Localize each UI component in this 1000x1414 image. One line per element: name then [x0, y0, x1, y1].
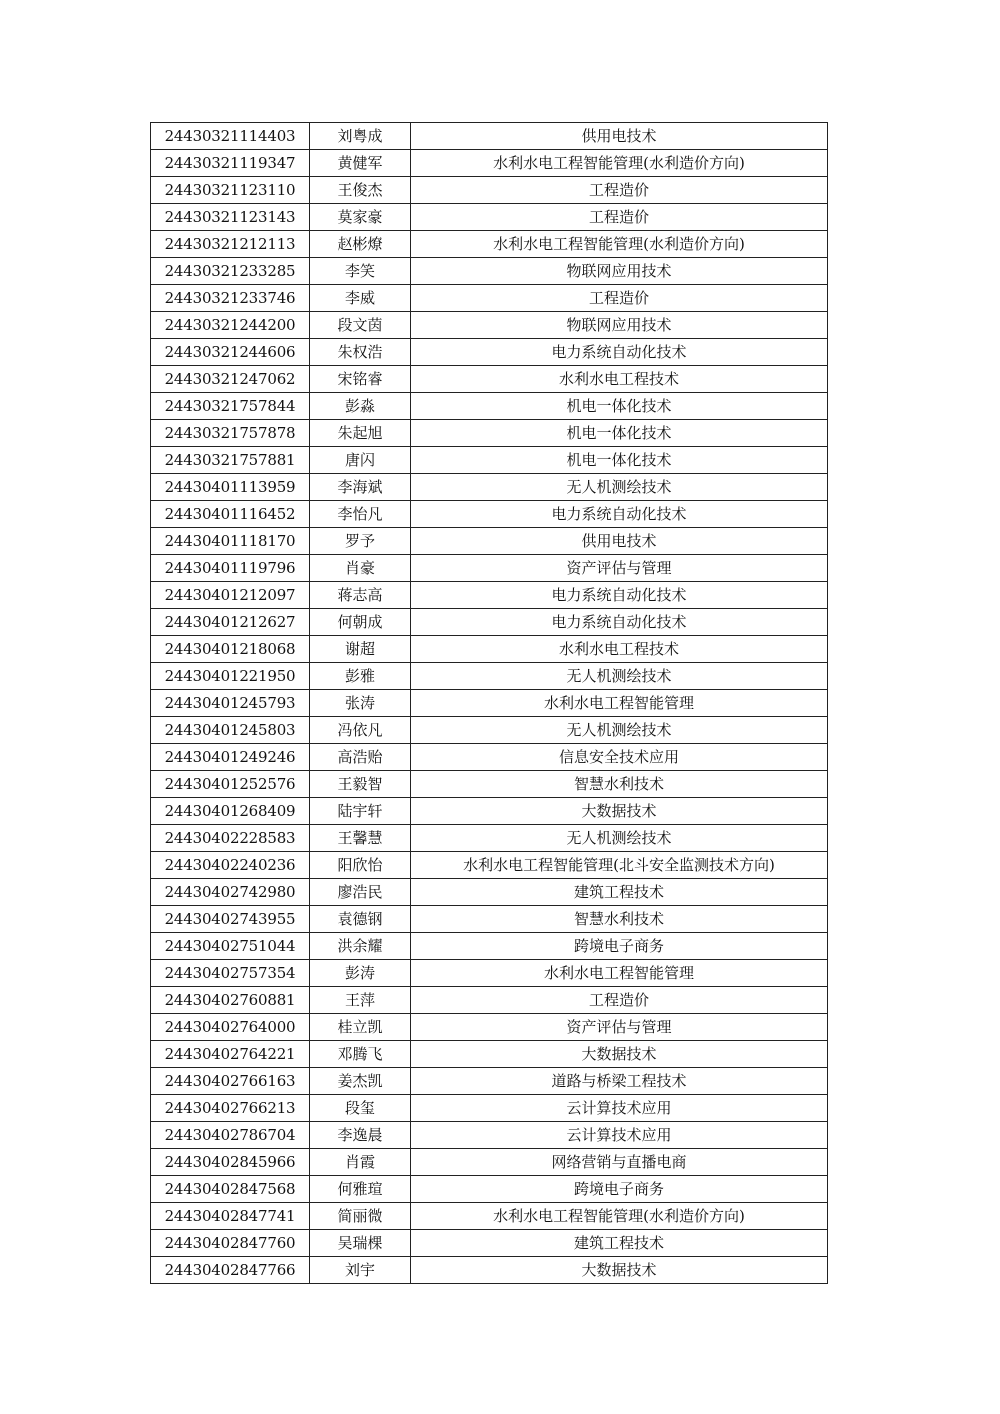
- student-roster-table: [150, 122, 828, 1284]
- table-row: [151, 1257, 828, 1284]
- student-id-cell: 24430401118170: [151, 528, 310, 555]
- table-row: [151, 231, 828, 258]
- student-id-cell: 24430321244200: [151, 312, 310, 339]
- major-cell: 无人机测绘技术: [411, 663, 828, 690]
- major-cell: 供用电技术: [411, 528, 828, 555]
- table-row: [151, 285, 828, 312]
- student-name-cell: 王馨慧: [310, 825, 411, 852]
- major-cell: 水利水电工程智能管理(水利造价方向): [411, 150, 828, 177]
- table-row: [151, 420, 828, 447]
- student-id-cell: 24430321757878: [151, 420, 310, 447]
- student-name-cell: 袁德钢: [310, 906, 411, 933]
- major-cell: 资产评估与管理: [411, 1014, 828, 1041]
- student-name-cell: 洪余耀: [310, 933, 411, 960]
- major-cell: 水利水电工程智能管理(北斗安全监测技术方向): [411, 852, 828, 879]
- student-id-cell: 24430402845966: [151, 1149, 310, 1176]
- student-name-cell: 冯依凡: [310, 717, 411, 744]
- student-name-cell: 李逸晨: [310, 1122, 411, 1149]
- table-row: [151, 960, 828, 987]
- student-id-cell: 24430402743955: [151, 906, 310, 933]
- student-name-cell: 段玺: [310, 1095, 411, 1122]
- student-name-cell: 刘粤成: [310, 123, 411, 150]
- student-id-cell: 24430321233746: [151, 285, 310, 312]
- student-id-cell: 24430401252576: [151, 771, 310, 798]
- table-row: [151, 690, 828, 717]
- student-name-cell: 朱起旭: [310, 420, 411, 447]
- student-name-cell: 高浩贻: [310, 744, 411, 771]
- major-cell: 物联网应用技术: [411, 258, 828, 285]
- table-row: [151, 825, 828, 852]
- student-id-cell: 24430402757354: [151, 960, 310, 987]
- table-row: [151, 1176, 828, 1203]
- student-name-cell: 邓腾飞: [310, 1041, 411, 1068]
- table-row: [151, 717, 828, 744]
- table-row: [151, 177, 828, 204]
- table-row: [151, 933, 828, 960]
- student-id-cell: 24430401218068: [151, 636, 310, 663]
- major-cell: 大数据技术: [411, 798, 828, 825]
- student-id-cell: 24430321757881: [151, 447, 310, 474]
- student-name-cell: 姜杰凯: [310, 1068, 411, 1095]
- major-cell: 水利水电工程技术: [411, 366, 828, 393]
- table-row: [151, 339, 828, 366]
- student-name-cell: 王萍: [310, 987, 411, 1014]
- major-cell: 无人机测绘技术: [411, 717, 828, 744]
- table-row: [151, 1068, 828, 1095]
- table-row: [151, 744, 828, 771]
- student-name-cell: 李海斌: [310, 474, 411, 501]
- student-name-cell: 宋铭睿: [310, 366, 411, 393]
- table-row: [151, 582, 828, 609]
- major-cell: 跨境电子商务: [411, 933, 828, 960]
- table-row: [151, 663, 828, 690]
- major-cell: 电力系统自动化技术: [411, 339, 828, 366]
- major-cell: 机电一体化技术: [411, 420, 828, 447]
- major-cell: 云计算技术应用: [411, 1122, 828, 1149]
- table-row: [151, 501, 828, 528]
- table-row: [151, 636, 828, 663]
- major-cell: 工程造价: [411, 285, 828, 312]
- major-cell: 水利水电工程智能管理(水利造价方向): [411, 1203, 828, 1230]
- student-name-cell: 李威: [310, 285, 411, 312]
- student-id-cell: 24430402760881: [151, 987, 310, 1014]
- major-cell: 云计算技术应用: [411, 1095, 828, 1122]
- major-cell: 机电一体化技术: [411, 393, 828, 420]
- table-row: [151, 879, 828, 906]
- student-name-cell: 彭涛: [310, 960, 411, 987]
- student-name-cell: 李怡凡: [310, 501, 411, 528]
- student-id-cell: 24430402764000: [151, 1014, 310, 1041]
- table-row: [151, 474, 828, 501]
- table-row: [151, 1041, 828, 1068]
- table-row: [151, 150, 828, 177]
- table-row: [151, 447, 828, 474]
- major-cell: 无人机测绘技术: [411, 474, 828, 501]
- student-name-cell: 朱权浩: [310, 339, 411, 366]
- major-cell: 建筑工程技术: [411, 879, 828, 906]
- table-row: [151, 852, 828, 879]
- major-cell: 供用电技术: [411, 123, 828, 150]
- student-name-cell: 王俊杰: [310, 177, 411, 204]
- student-name-cell: 莫家豪: [310, 204, 411, 231]
- table-row: [151, 906, 828, 933]
- student-id-cell: 24430402847766: [151, 1257, 310, 1284]
- student-name-cell: 彭雅: [310, 663, 411, 690]
- table-row: [151, 987, 828, 1014]
- student-id-cell: 24430401119796: [151, 555, 310, 582]
- student-name-cell: 李笑: [310, 258, 411, 285]
- major-cell: 电力系统自动化技术: [411, 609, 828, 636]
- student-name-cell: 黄健军: [310, 150, 411, 177]
- student-id-cell: 24430321123143: [151, 204, 310, 231]
- major-cell: 无人机测绘技术: [411, 825, 828, 852]
- student-name-cell: 彭淼: [310, 393, 411, 420]
- student-name-cell: 蒋志高: [310, 582, 411, 609]
- table-row: [151, 393, 828, 420]
- table-row: [151, 366, 828, 393]
- table-row: [151, 1014, 828, 1041]
- student-name-cell: 张涛: [310, 690, 411, 717]
- student-id-cell: 24430401268409: [151, 798, 310, 825]
- student-id-cell: 24430402766163: [151, 1068, 310, 1095]
- student-name-cell: 唐闪: [310, 447, 411, 474]
- student-name-cell: 何朝成: [310, 609, 411, 636]
- student-id-cell: 24430401221950: [151, 663, 310, 690]
- student-name-cell: 陆宇轩: [310, 798, 411, 825]
- major-cell: 机电一体化技术: [411, 447, 828, 474]
- roster-body: [151, 123, 828, 1284]
- major-cell: 工程造价: [411, 177, 828, 204]
- student-id-cell: 24430402742980: [151, 879, 310, 906]
- table-row: [151, 312, 828, 339]
- student-name-cell: 简丽微: [310, 1203, 411, 1230]
- student-name-cell: 刘宇: [310, 1257, 411, 1284]
- major-cell: 网络营销与直播电商: [411, 1149, 828, 1176]
- major-cell: 资产评估与管理: [411, 555, 828, 582]
- major-cell: 物联网应用技术: [411, 312, 828, 339]
- student-id-cell: 24430401113959: [151, 474, 310, 501]
- student-id-cell: 24430401212097: [151, 582, 310, 609]
- major-cell: 大数据技术: [411, 1257, 828, 1284]
- student-id-cell: 24430401249246: [151, 744, 310, 771]
- major-cell: 智慧水利技术: [411, 771, 828, 798]
- student-id-cell: 24430402847760: [151, 1230, 310, 1257]
- table-row: [151, 771, 828, 798]
- major-cell: 工程造价: [411, 204, 828, 231]
- student-name-cell: 王毅智: [310, 771, 411, 798]
- table-row: [151, 1122, 828, 1149]
- major-cell: 电力系统自动化技术: [411, 501, 828, 528]
- major-cell: 水利水电工程智能管理(水利造价方向): [411, 231, 828, 258]
- table-row: [151, 798, 828, 825]
- student-id-cell: 24430321212113: [151, 231, 310, 258]
- table-row: [151, 555, 828, 582]
- student-name-cell: 谢超: [310, 636, 411, 663]
- student-id-cell: 24430321757844: [151, 393, 310, 420]
- table-row: [151, 1095, 828, 1122]
- student-id-cell: 24430402766213: [151, 1095, 310, 1122]
- student-id-cell: 24430402786704: [151, 1122, 310, 1149]
- table-row: [151, 1203, 828, 1230]
- student-name-cell: 肖豪: [310, 555, 411, 582]
- student-id-cell: 24430401116452: [151, 501, 310, 528]
- student-id-cell: 24430401245793: [151, 690, 310, 717]
- student-name-cell: 阳欣怡: [310, 852, 411, 879]
- student-id-cell: 24430321247062: [151, 366, 310, 393]
- major-cell: 建筑工程技术: [411, 1230, 828, 1257]
- major-cell: 道路与桥梁工程技术: [411, 1068, 828, 1095]
- student-id-cell: 24430402847568: [151, 1176, 310, 1203]
- student-id-cell: 24430402751044: [151, 933, 310, 960]
- table-row: [151, 204, 828, 231]
- student-id-cell: 24430402228583: [151, 825, 310, 852]
- table-row: [151, 258, 828, 285]
- major-cell: 水利水电工程技术: [411, 636, 828, 663]
- student-id-cell: 24430402847741: [151, 1203, 310, 1230]
- student-name-cell: 肖霞: [310, 1149, 411, 1176]
- major-cell: 工程造价: [411, 987, 828, 1014]
- table-row: [151, 123, 828, 150]
- major-cell: 水利水电工程智能管理: [411, 960, 828, 987]
- student-id-cell: 24430402764221: [151, 1041, 310, 1068]
- student-id-cell: 24430321233285: [151, 258, 310, 285]
- table-row: [151, 609, 828, 636]
- major-cell: 电力系统自动化技术: [411, 582, 828, 609]
- student-name-cell: 桂立凯: [310, 1014, 411, 1041]
- major-cell: 跨境电子商务: [411, 1176, 828, 1203]
- table-row: [151, 528, 828, 555]
- student-id-cell: 24430401245803: [151, 717, 310, 744]
- student-name-cell: 廖浩民: [310, 879, 411, 906]
- table-row: [151, 1230, 828, 1257]
- student-name-cell: 赵彬燎: [310, 231, 411, 258]
- major-cell: 水利水电工程智能管理: [411, 690, 828, 717]
- student-id-cell: 24430401212627: [151, 609, 310, 636]
- major-cell: 大数据技术: [411, 1041, 828, 1068]
- student-id-cell: 24430321244606: [151, 339, 310, 366]
- student-name-cell: 罗予: [310, 528, 411, 555]
- student-name-cell: 何雅瑄: [310, 1176, 411, 1203]
- student-id-cell: 24430321114403: [151, 123, 310, 150]
- student-name-cell: 段文茵: [310, 312, 411, 339]
- student-id-cell: 24430402240236: [151, 852, 310, 879]
- student-id-cell: 24430321123110: [151, 177, 310, 204]
- major-cell: 智慧水利技术: [411, 906, 828, 933]
- major-cell: 信息安全技术应用: [411, 744, 828, 771]
- student-id-cell: 24430321119347: [151, 150, 310, 177]
- student-name-cell: 吴瑞棵: [310, 1230, 411, 1257]
- table-row: [151, 1149, 828, 1176]
